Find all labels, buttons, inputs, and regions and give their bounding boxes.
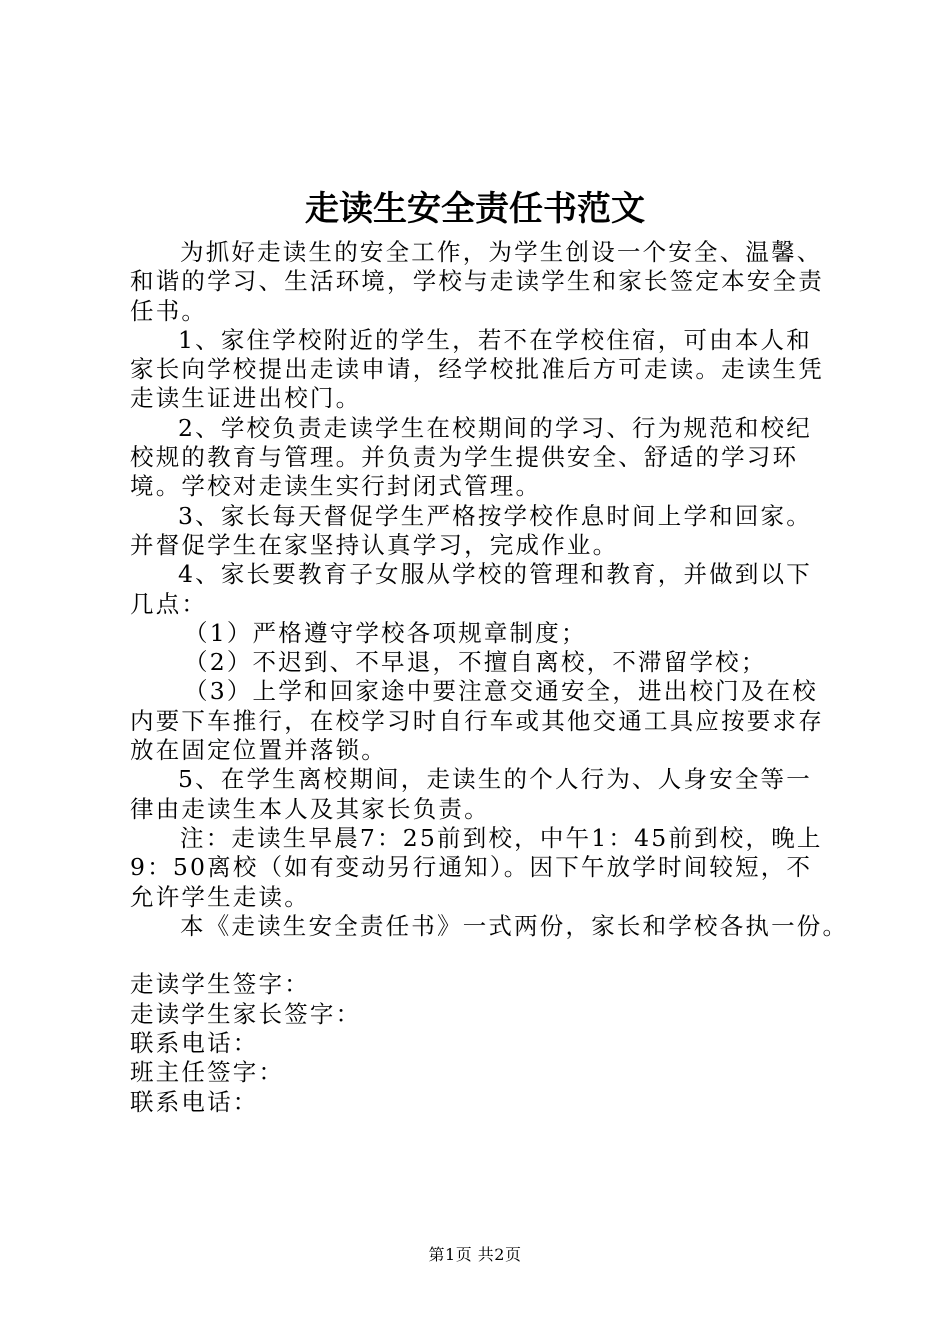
- spacer: [130, 941, 830, 970]
- note-paragraph: 注：走读生早晨7：25前到校，中午1：45前到校，晚上9：50离校（如有变动另行通知）。因下午放学时间较短，不允许学生走读。: [130, 823, 823, 911]
- intro-paragraph: 为抓好走读生的安全工作，为学生创设一个安全、温馨、和谐的学习、生活环境，学校与走读学生和家长签定本安全责任书。: [130, 238, 824, 325]
- clause-3: 3、家长每天督促学生严格按学校作息时间上学和回家。并督促学生在家坚持认真学习，完成作业。: [130, 501, 812, 559]
- subclause-2: （2）不迟到、不早退，不擅自离校，不滞留学校；: [184, 648, 767, 677]
- clause-2: 2、学校负责走读学生在校期间的学习、行为规范和校纪校规的教育与管理。并负责为学生提供安全、舒适的学习环境。学校对走读生实行封闭式管理。: [130, 413, 812, 501]
- clause-4: 4、家长要教育子女服从学校的管理和教育，并做到以下几点：: [130, 560, 812, 618]
- contact-phone-teacher: 联系电话：: [130, 1087, 259, 1116]
- signature-student: 走读学生签字：: [130, 970, 310, 999]
- closing-paragraph: 本《走读生安全责任书》一式两份，家长和学校各执一份。: [180, 911, 849, 940]
- contact-phone-parent: 联系电话：: [130, 1029, 259, 1058]
- subclause-3: （3）上学和回家途中要注意交通安全，进出校门及在校内要下车推行，在校学习时自行车或其他交通工具应按要求存放在固定位置并落锁。: [130, 677, 824, 765]
- document-body: [130, 238, 849, 1117]
- signature-parent: 走读学生家长签字：: [130, 999, 362, 1028]
- signature-head-teacher: 班主任签字：: [130, 1058, 285, 1087]
- clause-1: 1、家住学校附近的学生，若不在学校住宿，可由本人和家长向学校提出走读申请，经学校批准后方可走读。走读生凭走读生证进出校门。: [130, 325, 824, 413]
- subclause-1: （1）严格遵守学校各项规章制度；: [184, 618, 587, 647]
- document-title: 走读生安全责任书范文: [305, 189, 645, 229]
- clause-5: 5、在学生离校期间，走读生的个人行为、人身安全等一律由走读生本人及其家长负责。: [130, 765, 812, 823]
- page-footer: 第1页 共2页: [428, 1245, 522, 1264]
